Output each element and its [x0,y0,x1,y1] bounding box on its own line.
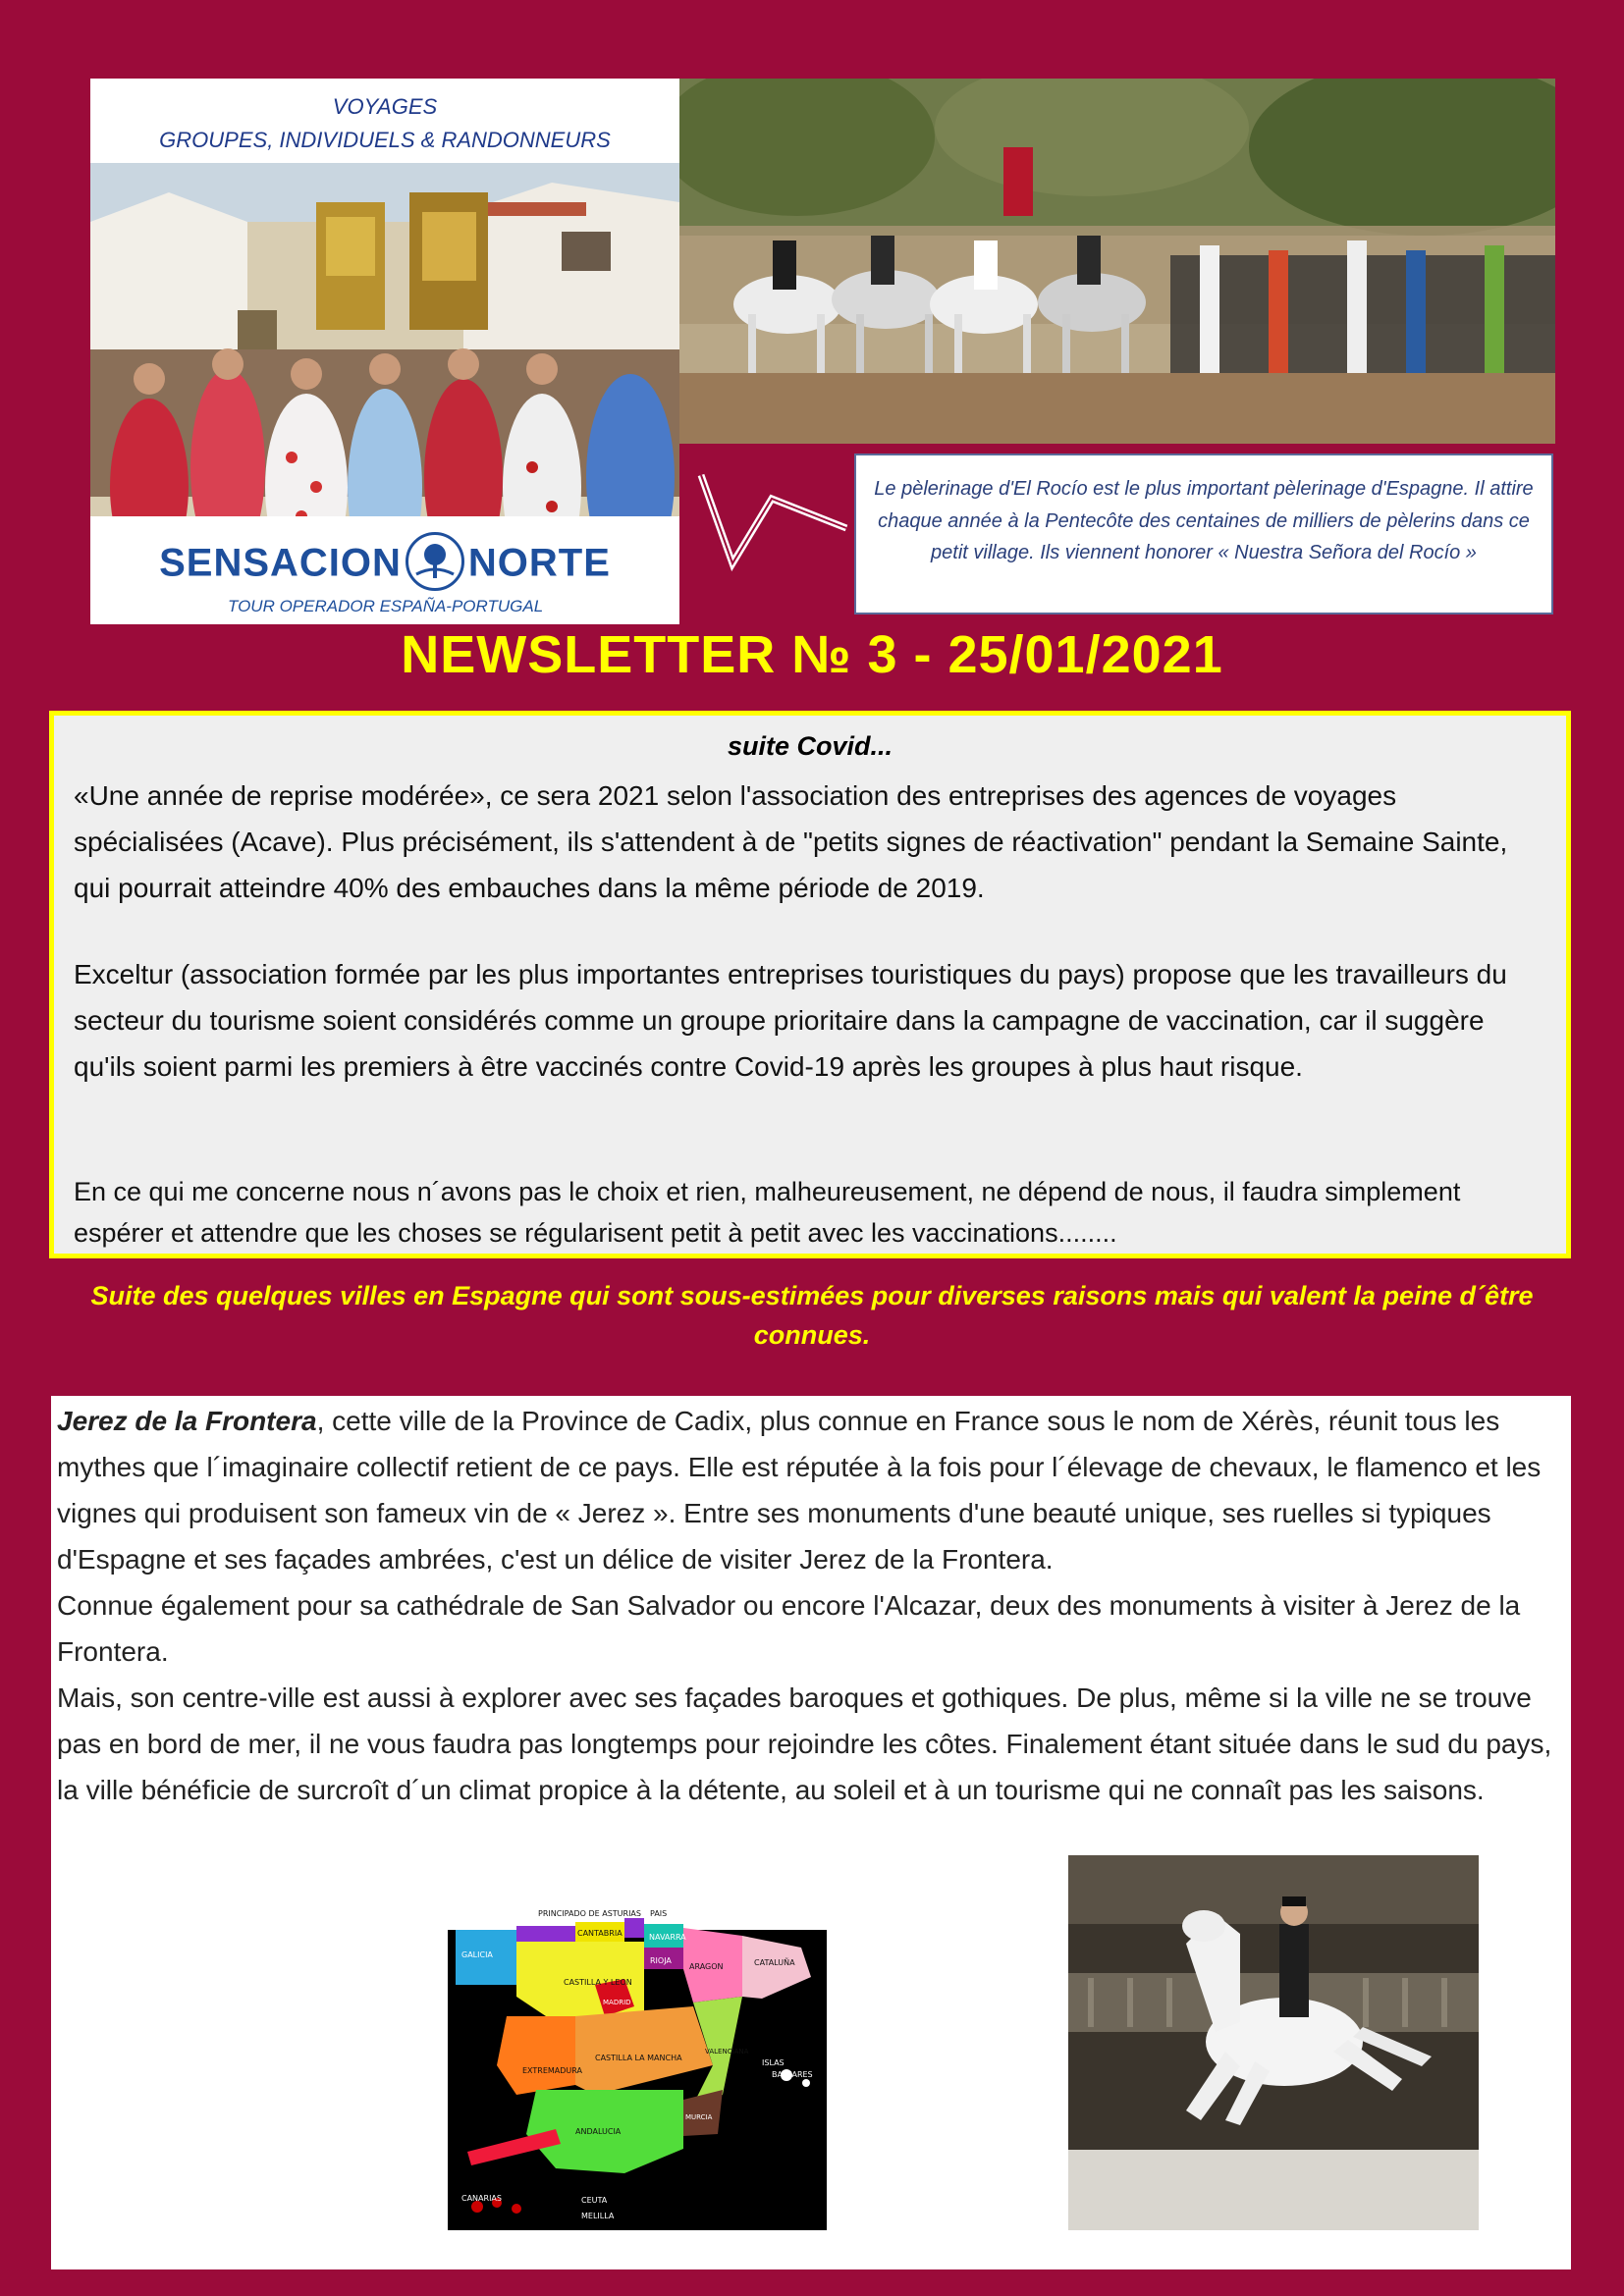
map-label-canarias: CANARIAS [461,2194,502,2203]
map-label-galicia: GALICIA [461,1950,493,1959]
brand-tagline: TOUR OPERADOR ESPAÑA-PORTUGAL [228,597,544,615]
map-label-pais: PAIS [650,1909,668,1918]
map-label-navarra: NAVARRA [649,1933,686,1942]
map-label-rioja: RIOJA [650,1956,672,1965]
voyages-heading: VOYAGES [332,94,438,119]
jerez-city-name: Jerez de la Frontera [57,1406,317,1436]
newsletter-title: NEWSLETTER № 3 - 25/01/2021 [401,625,1223,684]
map-label-andalucia: ANDALUCIA [575,2127,622,2136]
jerez-text [57,1398,1561,1813]
map-label-asturias: PRINCIPADO DE ASTURIAS [538,1909,641,1918]
covid-paragraph-2: Exceltur (association formée par les plus importantes entreprises touristiques du pays) propose que les travailleurs du secteur du tourisme soient considérés comme un groupe prioritaire dans la campagne de vaccination, car il suggère qu'ils soient parmi les premiers à être vaccinés contre Covid-19 après les groupes à plus haut risque. [74,959,1507,1082]
dressage-horse-photo [1068,1855,1479,2230]
brand-name [90,536,679,595]
map-label-valenciana: VALENCIANA [705,2048,749,2056]
brand-name-right: NORTE [467,541,611,585]
map-label-castilla-leon: CASTILLA Y LEON [564,1978,632,1987]
map-label-murcia: MURCIA [685,2113,713,2121]
map-label-islas: ISLAS [762,2058,785,2067]
jerez-paragraph-1-text: , cette ville de la Province de Cadix, plus connue en France sous le nom de Xérès, réunit tous les mythes que l´imaginaire collectif retient de ce pays. Elle est réputée à la fois pour l´élevage de chevaux, le flamenco et les vignes qui produisent son fameux vin de « Jerez ». Entre ses monuments d'une beauté unique, ses ruelles si typiques d'Espagne et ses façades ambrées, c'est un délice de visiter Jerez de la Frontera. [57,1406,1542,1575]
photo-caption: Le pèlerinage d'El Rocío est le plus important pèlerinage d'Espagne. Il attire chaque année à la Pentecôte des centaines de milliers de pèlerins dans ce petit village. Ils viennent honorer « Nuestra Señora del Rocío » [874,478,1534,563]
covid-paragraph-3: En ce qui me concerne nous n´avons pas le choix et rien, malheureusement, ne dépend de nous, il faudra simplement espérer et attendre que les choses se régularisent petit à petit avec les vaccinations........ [74,1177,1461,1248]
map-label-cataluna: CATALUÑA [754,1958,795,1967]
map-label-castilla-mancha: CASTILLA LA MANCHA [595,2054,682,2062]
map-label-aragon: ARAGON [689,1962,724,1971]
groups-heading: GROUPES, INDIVIDUELS & RANDONNEURS [159,128,611,152]
jerez-section [51,1396,1571,2269]
map-label-cantabria: CANTABRIA [577,1929,623,1938]
map-label-melilla: MELILLA [581,2212,615,2220]
cities-subtitle: Suite des quelques villes en Espagne qui sont sous-estimées pour diverses raisons mais qui valent la peine d´être connues. [90,1281,1534,1350]
jerez-paragraph-1 [57,1398,1561,1582]
brand-logo [90,516,679,624]
pilgrimage-riders-photo [679,79,1555,444]
jerez-paragraph-2: Connue également pour sa cathédrale de San Salvador ou encore l'Alcazar, deux des monuments à visiter à Jerez de la Frontera. [57,1590,1521,1667]
jerez-paragraph-3: Mais, son centre-ville est aussi à explorer avec ses façades baroques et gothiques. De plus, même si la ville ne se trouve pas en bord de mer, il ne vous faudra pas longtemps pour rejoindre les côtes. Finalement étant située dans le sud du pays, la ville bénéficie de surcroît d´un climat propice à la détente, au soleil et à un tourisme qui ne connaît pas les saisons. [57,1682,1552,1805]
map-label-madrid: MADRID [603,1999,631,2006]
map-label-ceuta: CEUTA [581,2196,608,2205]
logo-block [90,79,679,624]
covid-title: suite Covid... [727,731,893,761]
photo-caption-box [854,454,1553,614]
zigzag-arrow-icon [695,469,852,577]
globe-tree-icon [406,532,464,591]
brand-name-left: SENSACION [159,541,402,585]
covid-section [49,711,1571,1258]
spain-regions-map [448,1908,827,2230]
map-label-baleares: BALEARES [772,2070,813,2079]
covid-paragraph-1: «Une année de reprise modérée», ce sera 2021 selon l'association des entreprises des agences de voyages spécialisées (Acave). Plus précisément, ils s'attendent à de "petits signes de réactivation" pendant la Semaine Sainte, qui pourrait atteindre 40% des embauches dans la même période de 2019. [74,780,1508,903]
map-label-extremadura: EXTREMADURA [522,2066,582,2075]
